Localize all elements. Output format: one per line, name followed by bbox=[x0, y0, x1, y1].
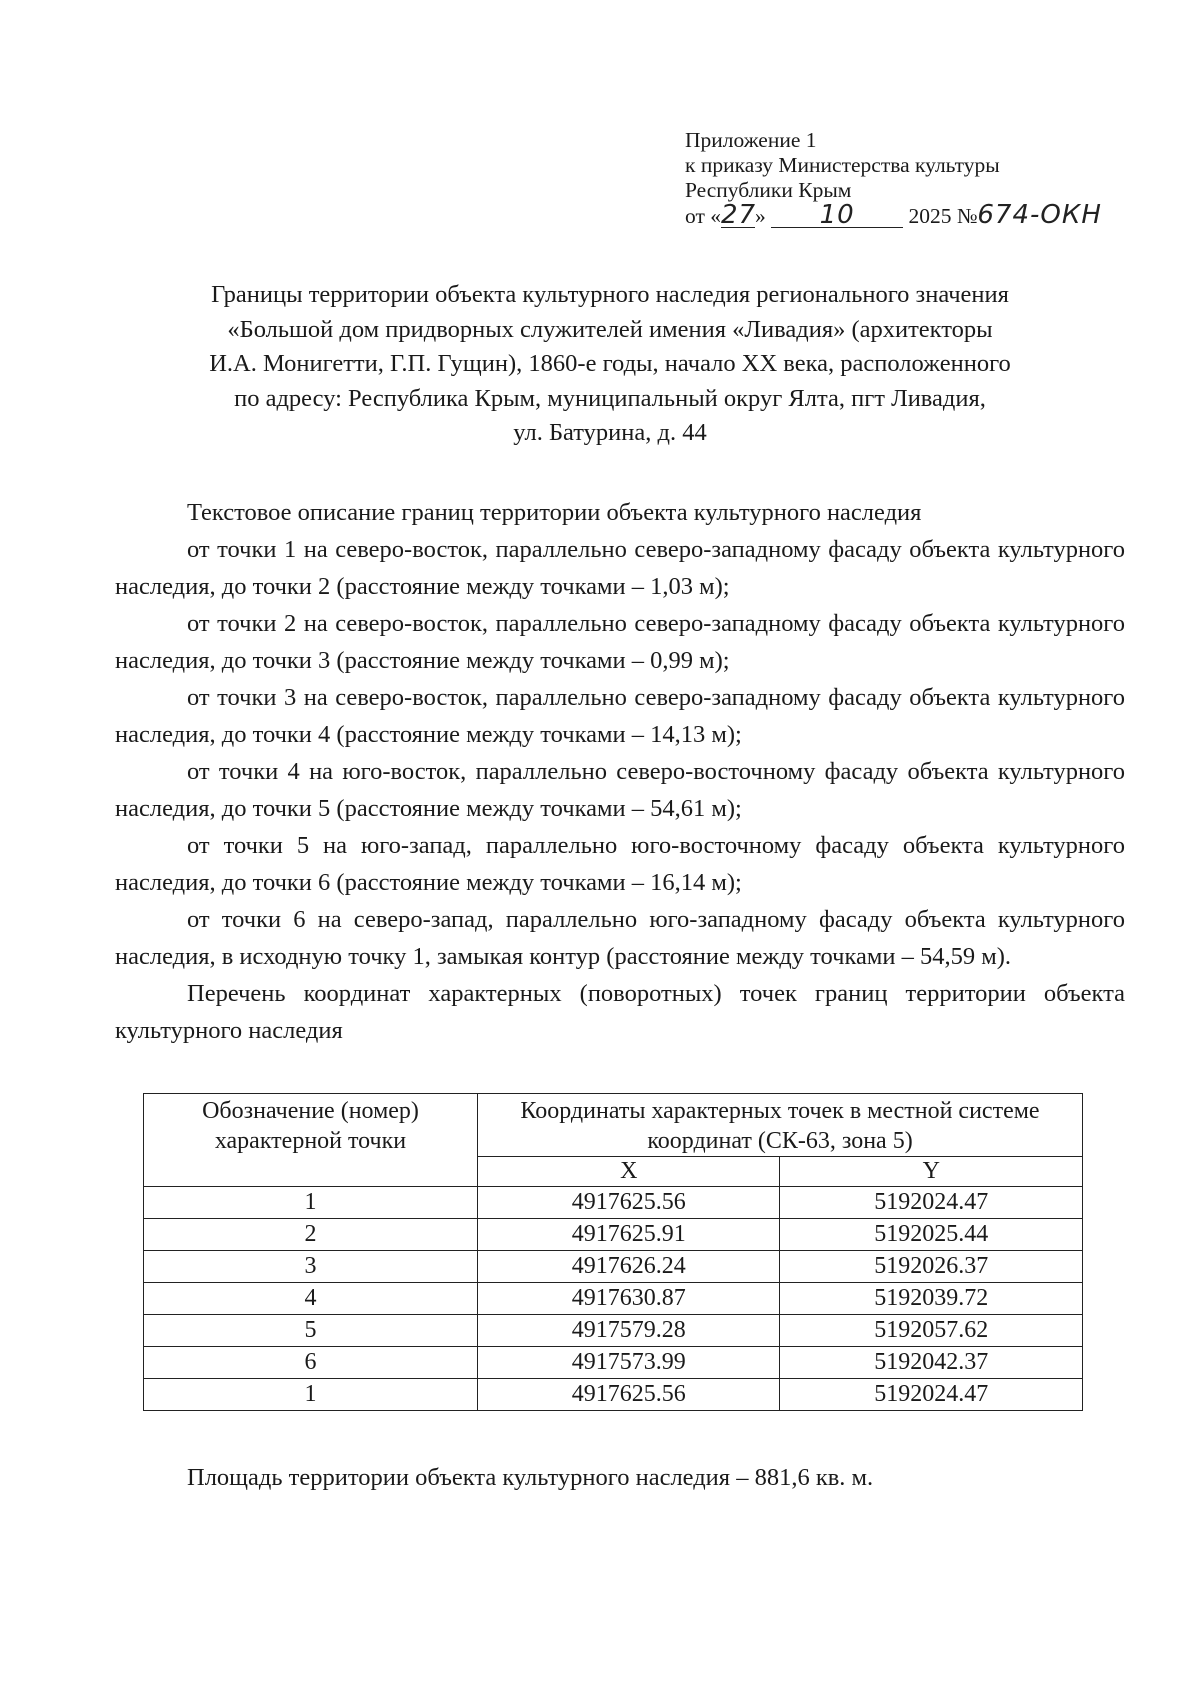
table-row bbox=[144, 1251, 1083, 1283]
table-row bbox=[144, 1347, 1083, 1379]
point-cell: 5 bbox=[144, 1315, 478, 1347]
y-cell: 5192039.72 bbox=[780, 1283, 1083, 1315]
table-row bbox=[144, 1379, 1083, 1411]
y-cell: 5192024.47 bbox=[780, 1187, 1083, 1219]
date-separator: » bbox=[755, 204, 766, 228]
point-cell: 3 bbox=[144, 1251, 478, 1283]
appendix-republic: Республики Крым bbox=[685, 178, 852, 202]
description-paragraph: от точки 4 на юго-восток, параллельно северо-восточному фасаду объекта культурного наследия, до точки 5 (расстояние между точками – 54,61 м); bbox=[115, 758, 1125, 822]
date-prefix: от « bbox=[685, 204, 721, 228]
y-cell: 5192042.37 bbox=[780, 1347, 1083, 1379]
x-cell: 4917625.56 bbox=[478, 1187, 780, 1219]
order-month: 10 bbox=[771, 203, 903, 228]
point-number-header: Обозначение (номер) характерной точки bbox=[144, 1094, 478, 1187]
y-header: Y bbox=[780, 1157, 1083, 1187]
y-cell: 5192025.44 bbox=[780, 1219, 1083, 1251]
point-cell: 4 bbox=[144, 1283, 478, 1315]
table-row bbox=[144, 1315, 1083, 1347]
appendix-reference bbox=[685, 128, 1125, 231]
x-cell: 4917630.87 bbox=[478, 1283, 780, 1315]
x-cell: 4917625.56 bbox=[478, 1379, 780, 1411]
y-cell: 5192057.62 bbox=[780, 1315, 1083, 1347]
x-cell: 4917579.28 bbox=[478, 1315, 780, 1347]
y-cell: 5192024.47 bbox=[780, 1379, 1083, 1411]
table-row bbox=[144, 1283, 1083, 1315]
description-paragraph: от точки 2 на северо-восток, параллельно северо-западному фасаду объекта культурного наследия, до точки 3 (расстояние между точками – 0,99 м); bbox=[115, 610, 1125, 674]
order-day: 27 bbox=[721, 200, 757, 230]
point-cell: 6 bbox=[144, 1347, 478, 1379]
boundary-description bbox=[115, 494, 1125, 1049]
point-cell: 1 bbox=[144, 1379, 478, 1411]
order-date-line bbox=[685, 200, 1125, 231]
territory-area: Площадь территории объекта культурного наследия – 881,6 кв. м. bbox=[187, 1464, 874, 1491]
document-title bbox=[110, 278, 1110, 451]
coordinates-list-heading: Перечень координат характерных (поворотных) точек границ территории объекта культурного наследия bbox=[115, 980, 1125, 1044]
coordinates-table bbox=[143, 1093, 1083, 1411]
y-cell: 5192026.37 bbox=[780, 1251, 1083, 1283]
title-line: И.А. Монигетти, Г.П. Гущин), 1860-е годы, начало XX века, расположенного bbox=[209, 350, 1011, 377]
description-paragraph: от точки 5 на юго-запад, параллельно юго-восточному фасаду объекта культурного наследия, до точки 6 (расстояние между точками – 16,14 м); bbox=[115, 832, 1125, 896]
title-line: по адресу: Республика Крым, муниципальный округ Ялта, пгт Ливадия, bbox=[234, 384, 986, 412]
table-row bbox=[144, 1187, 1083, 1219]
x-cell: 4917573.99 bbox=[478, 1347, 780, 1379]
appendix-number: Приложение 1 bbox=[685, 128, 817, 152]
title-line: «Большой дом придворных служителей имения «Ливадия» (архитекторы bbox=[227, 315, 993, 343]
coordinates-header: Координаты характерных точек в местной системе координат (СК-63, зона 5) bbox=[478, 1094, 1083, 1157]
description-paragraph: от точки 1 на северо-восток, параллельно северо-западному фасаду объекта культурного наследия, до точки 2 (расстояние между точками – 1,03 м); bbox=[115, 536, 1125, 600]
point-cell: 2 bbox=[144, 1219, 478, 1251]
x-cell: 4917626.24 bbox=[478, 1251, 780, 1283]
description-heading: Текстовое описание границ территории объекта культурного наследия bbox=[187, 499, 922, 526]
appendix-order-ref: к приказу Министерства культуры bbox=[685, 153, 1000, 177]
order-number: 674-ОКН bbox=[977, 200, 1102, 230]
description-paragraph: от точки 6 на северо-запад, параллельно юго-западному фасаду объекта культурного наследия, в исходную точку 1, замыкая контур (расстояние между точками – 54,59 м). bbox=[115, 906, 1125, 970]
x-header: X bbox=[478, 1157, 780, 1187]
x-cell: 4917625.91 bbox=[478, 1219, 780, 1251]
title-line: Границы территории объекта культурного наследия регионального значения bbox=[211, 281, 1009, 308]
description-paragraph: от точки 3 на северо-восток, параллельно северо-западному фасаду объекта культурного наследия, до точки 4 (расстояние между точками – 14,13 м); bbox=[115, 684, 1125, 748]
title-line: ул. Батурина, д. 44 bbox=[513, 419, 707, 446]
table-row bbox=[144, 1219, 1083, 1251]
order-year: 2025 № bbox=[908, 204, 978, 228]
point-cell: 1 bbox=[144, 1187, 478, 1219]
